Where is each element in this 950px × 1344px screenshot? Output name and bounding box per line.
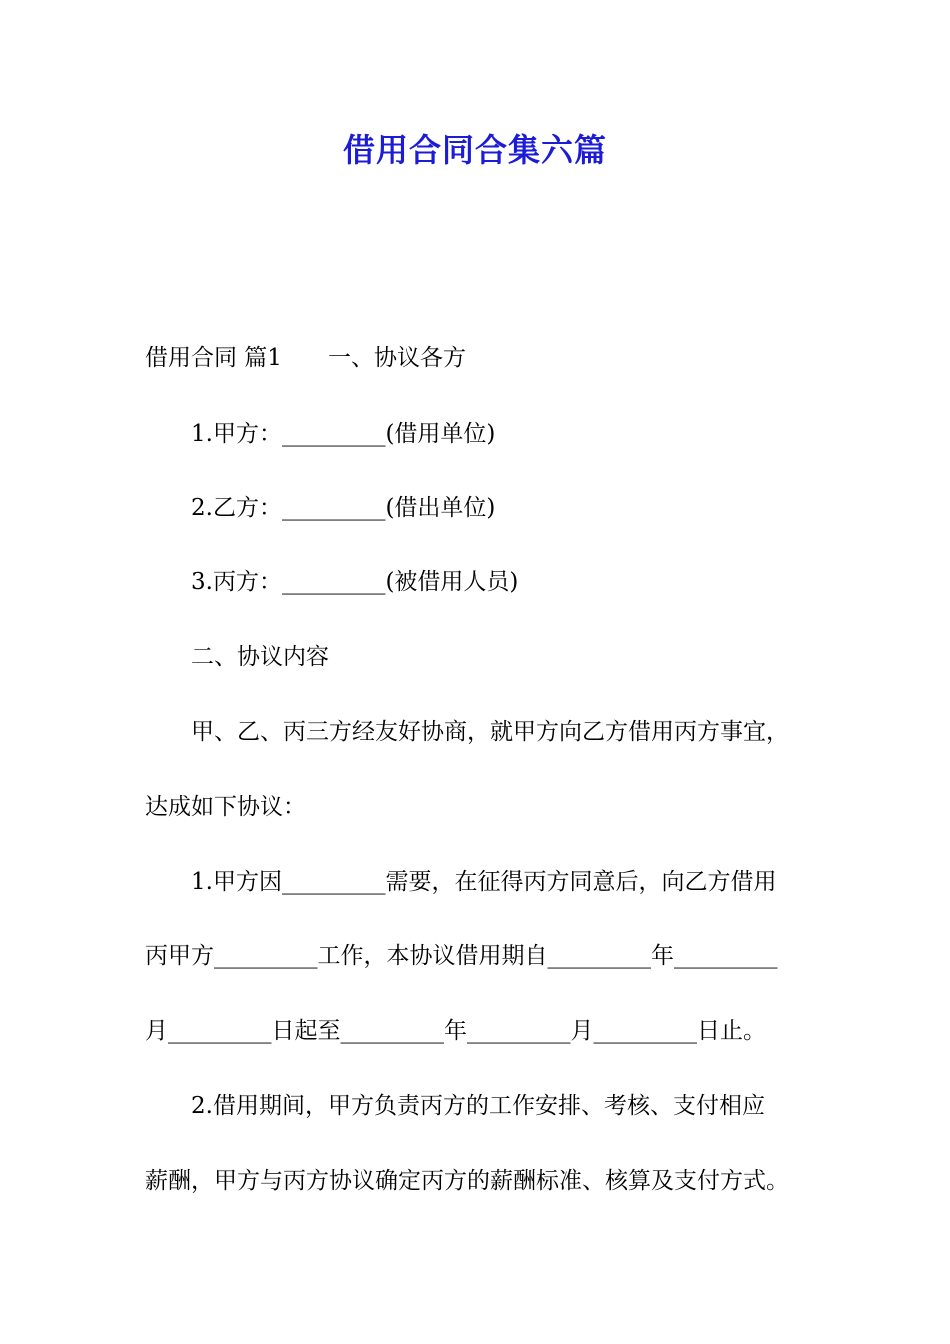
document-title: 借用合同合集六篇 [342, 131, 607, 169]
paragraph-line: 月_________日起至_________年_________月_________日止。 [145, 1018, 766, 1044]
party-b-line: 2.乙方：_________(借出单位) [191, 495, 496, 521]
paragraph-line: 薪酬，甲方与丙方协议确定丙方的薪酬标准、核算及支付方式。 [145, 1168, 789, 1194]
paragraph-line: 达成如下协议： [145, 794, 306, 820]
section-one-heading: 一、协议各方 [327, 345, 466, 371]
heading-line [145, 342, 466, 374]
heading-part: 借用合同 篇1 [145, 345, 282, 371]
party-c-line: 3.丙方：_________(被借用人员) [191, 569, 519, 595]
party-a-line: 1.甲方：_________(借用单位) [191, 421, 496, 447]
paragraph-line: 1.甲方因_________需要，在征得丙方同意后，向乙方借用 [191, 869, 777, 895]
paragraph-line: 丙甲方_________工作，本协议借用期自_________年_________ [145, 943, 778, 969]
paragraph-line: 甲、乙、丙三方经友好协商，就甲方向乙方借用丙方事宜， [191, 719, 789, 745]
section-two-heading: 二、协议内容 [191, 644, 329, 670]
paragraph-line: 2.借用期间，甲方负责丙方的工作安排、考核、支付相应 [191, 1093, 765, 1119]
